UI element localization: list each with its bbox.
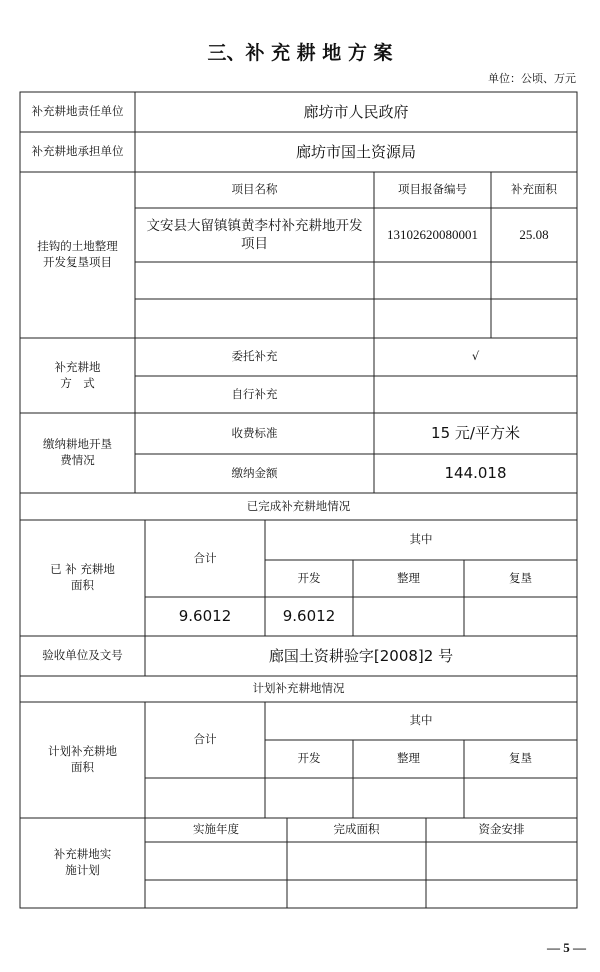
implementation-year-header: 实施年度 xyxy=(193,822,239,837)
completed-rec-label: 复垦 xyxy=(509,570,532,585)
completed-dev-value: 9.6012 xyxy=(282,607,336,626)
completed-area-label: 已 补 充耕地面积 xyxy=(50,562,115,592)
project-code-header: 项目报备编号 xyxy=(398,182,467,197)
implementation-fund-header: 资金安排 xyxy=(478,822,525,837)
completed-of-which: 其中 xyxy=(409,532,433,547)
planned-arr-label: 整理 xyxy=(397,751,420,766)
project-name-header: 项目名称 xyxy=(231,182,278,197)
self-value xyxy=(374,376,577,413)
planned-total-label: 合计 xyxy=(193,732,217,747)
fee-amount-value: 144.018 xyxy=(444,464,507,483)
page-title: 三、补 充 耕 地 方 案 xyxy=(207,42,393,64)
project-code-cell: 13102620080001 xyxy=(387,227,478,243)
fee-standard-value: 15 元/平方米 xyxy=(431,424,520,443)
completed-arr-value xyxy=(353,597,464,636)
implementation-label: 补充耕地实施计划 xyxy=(53,847,112,877)
project-name-cell: 文安县大留镇镇黄李村补充耕地开发项目 xyxy=(146,217,363,252)
project-area-header: 补充面积 xyxy=(511,182,557,197)
acceptance-label: 验收单位及文号 xyxy=(42,648,123,663)
undertaking-unit-label: 补充耕地承担单位 xyxy=(31,144,124,159)
completed-arr-label: 整理 xyxy=(397,570,420,585)
responsible-unit-value: 廊坊市人民政府 xyxy=(303,102,409,121)
fee-label: 缴纳耕地开垦费情况 xyxy=(43,437,112,467)
self-label: 自行补充 xyxy=(231,386,278,401)
entrusted-check: √ xyxy=(471,349,480,364)
unit-note: 单位：公顷、万元 xyxy=(488,72,576,85)
entrusted-label: 委托补充 xyxy=(231,349,278,364)
acceptance-value: 廊国土资耕验字[2008]2 号 xyxy=(268,646,454,665)
undertaking-unit-value: 廊坊市国土资源局 xyxy=(295,142,416,161)
project-area-cell: 25.08 xyxy=(519,227,549,243)
page-number: — 5 — xyxy=(547,940,586,955)
fee-amount-label: 缴纳金额 xyxy=(231,465,278,480)
fee-standard-label: 收费标准 xyxy=(231,425,278,440)
method-label: 补充耕地方 式 xyxy=(54,359,101,390)
planned-section-title: 计划补充耕地情况 xyxy=(252,681,345,696)
completed-section-title: 已完成补充耕地情况 xyxy=(246,498,351,513)
completed-total-value: 9.6012 xyxy=(178,607,232,626)
completed-total-label: 合计 xyxy=(193,550,217,565)
planned-rec-label: 复垦 xyxy=(509,751,532,766)
completed-rec-value xyxy=(464,597,577,636)
linked-projects-label: 挂钩的土地整理开发复垦项目 xyxy=(37,239,118,269)
planned-area-label: 计划补充耕地面积 xyxy=(48,744,117,774)
planned-of-which: 其中 xyxy=(409,713,433,728)
planned-dev-label: 开发 xyxy=(297,751,321,766)
responsible-unit-label: 补充耕地责任单位 xyxy=(31,104,124,119)
completed-dev-label: 开发 xyxy=(297,570,321,585)
implementation-area-header: 完成面积 xyxy=(333,822,380,837)
